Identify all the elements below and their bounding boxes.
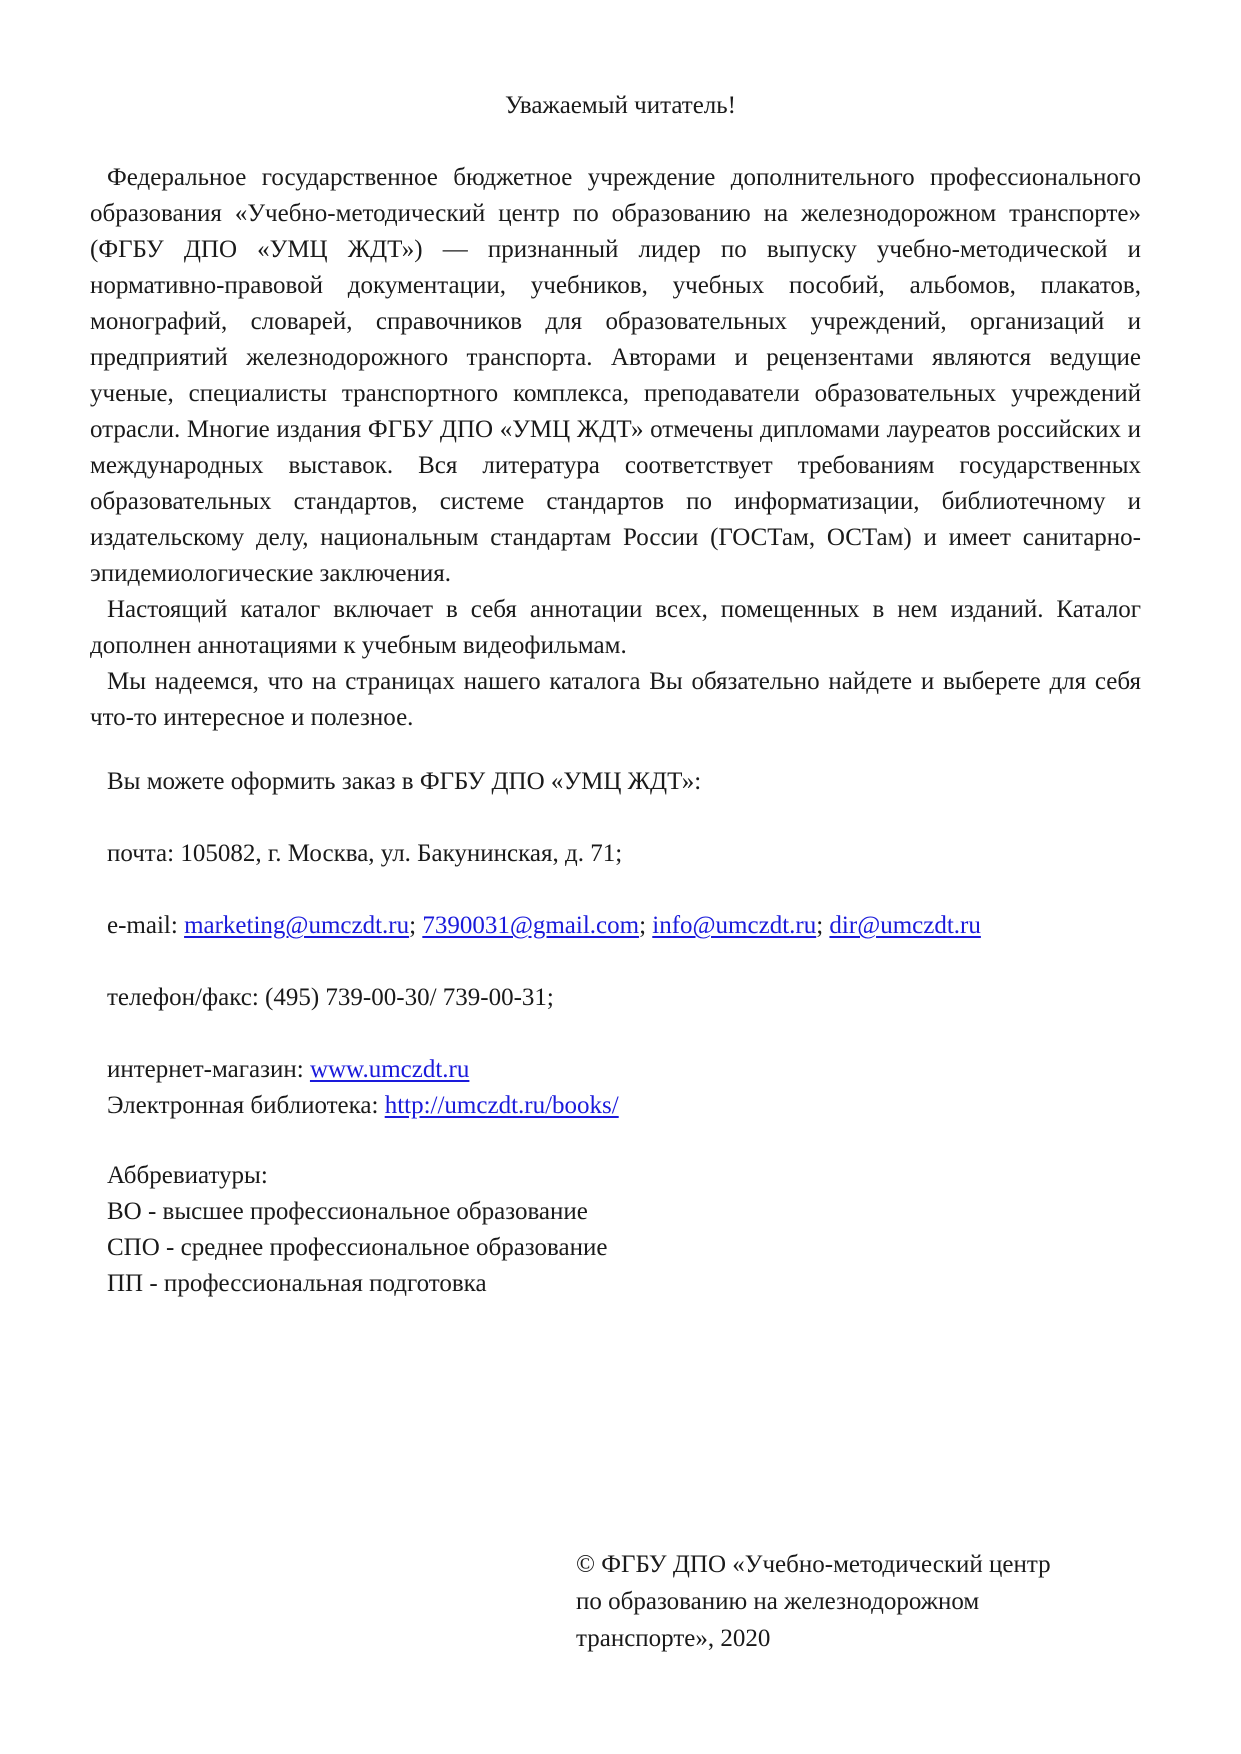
email-separator: ; [816, 912, 830, 939]
postal-address: почта: 105082, г. Москва, ул. Бакунинская, д. 71; [107, 840, 623, 867]
copyright-line: © ФГБУ ДПО «Учебно-методический центр [576, 1551, 1051, 1578]
phone-block [107, 980, 1107, 1016]
email-link-info[interactable]: info@umczdt.ru [652, 912, 817, 939]
online-shop-link[interactable]: www.umczdt.ru [309, 1056, 470, 1083]
email-link-marketing[interactable]: marketing@umczdt.ru [184, 912, 410, 939]
online-shop-line [107, 1052, 1107, 1088]
abbreviation-item: ВО - высшее профессиональное образование [107, 1198, 588, 1225]
e-library-link[interactable]: http://umczdt.ru/books/ [384, 1092, 619, 1119]
postal-address-block [107, 836, 1107, 872]
abbreviation-item: СПО - среднее профессиональное образование [107, 1234, 608, 1261]
email-line [107, 908, 1107, 944]
intro-paragraph-2: Настоящий каталог включает в себя аннотации всех, помещенных в нем изданий. Каталог дополнен аннотациями к учебным видеофильмам. [90, 596, 1141, 659]
online-shop-label: интернет-магазин: [107, 1056, 310, 1083]
copyright-line: по образованию на железнодорожном [576, 1588, 980, 1615]
intro-paragraph-1: Федеральное государственное бюджетное учреждение дополнительного профессионального образования «Учебно-методический центр по образованию на железнодорожном транспорте» (ФГБУ ДПО «УМЦ ЖДТ») — признанный лидер по выпуску учебно-методической и нормативно-правовой документации, учебников, учебных пособий, альбомов, плакатов, монографий, словарей, справочников для образовательных учреждений, организаций и предприятий железнодорожного транспорта. Авторами и рецензентами являются ведущие ученые, специалисты транспортного комплекса, преподаватели образовательных учреждений отрасли. Многие издания ФГБУ ДПО «УМЦ ЖДТ» отмечены дипломами лауреатов российских и международных выставок. Вся литература соответствует требованиям государственных образовательных стандартов, системе стандартов по информатизации, библиотечному и издательскому делу, национальным стандартам России (ГОСТам, ОСТам) и имеет санитарно-эпидемиологические заключения. [90, 164, 1141, 587]
order-intro-block [107, 764, 1107, 800]
email-separator: ; [409, 912, 423, 939]
email-separator: ; [639, 912, 653, 939]
e-library-label: Электронная библиотека: [107, 1092, 385, 1119]
email-block [107, 908, 1107, 944]
intro-text [90, 160, 1141, 736]
greeting-heading: Уважаемый читатель! [504, 92, 737, 119]
intro-paragraph-3: Мы надеемся, что на страницах нашего каталога Вы обязательно найдете и выберете для себя что-то интересное и полезное. [90, 668, 1141, 731]
email-link-gmail[interactable]: 7390031@gmail.com [422, 912, 640, 939]
copyright-notice [576, 1546, 1176, 1657]
abbreviation-item: ПП - профессиональная подготовка [107, 1270, 487, 1297]
order-intro: Вы можете оформить заказ в ФГБУ ДПО «УМЦ ЖДТ»: [107, 768, 702, 795]
email-label: e-mail: [107, 912, 185, 939]
phone-fax: телефон/факс: (495) 739-00-30/ 739-00-31; [107, 984, 554, 1011]
email-link-dir[interactable]: dir@umczdt.ru [829, 912, 981, 939]
online-links-block [107, 1052, 1107, 1124]
copyright-line: транспорте», 2020 [576, 1625, 771, 1652]
e-library-line [107, 1088, 1107, 1124]
abbreviations-heading: Аббревиатуры: [107, 1162, 268, 1189]
abbreviations-block [107, 1158, 1107, 1302]
